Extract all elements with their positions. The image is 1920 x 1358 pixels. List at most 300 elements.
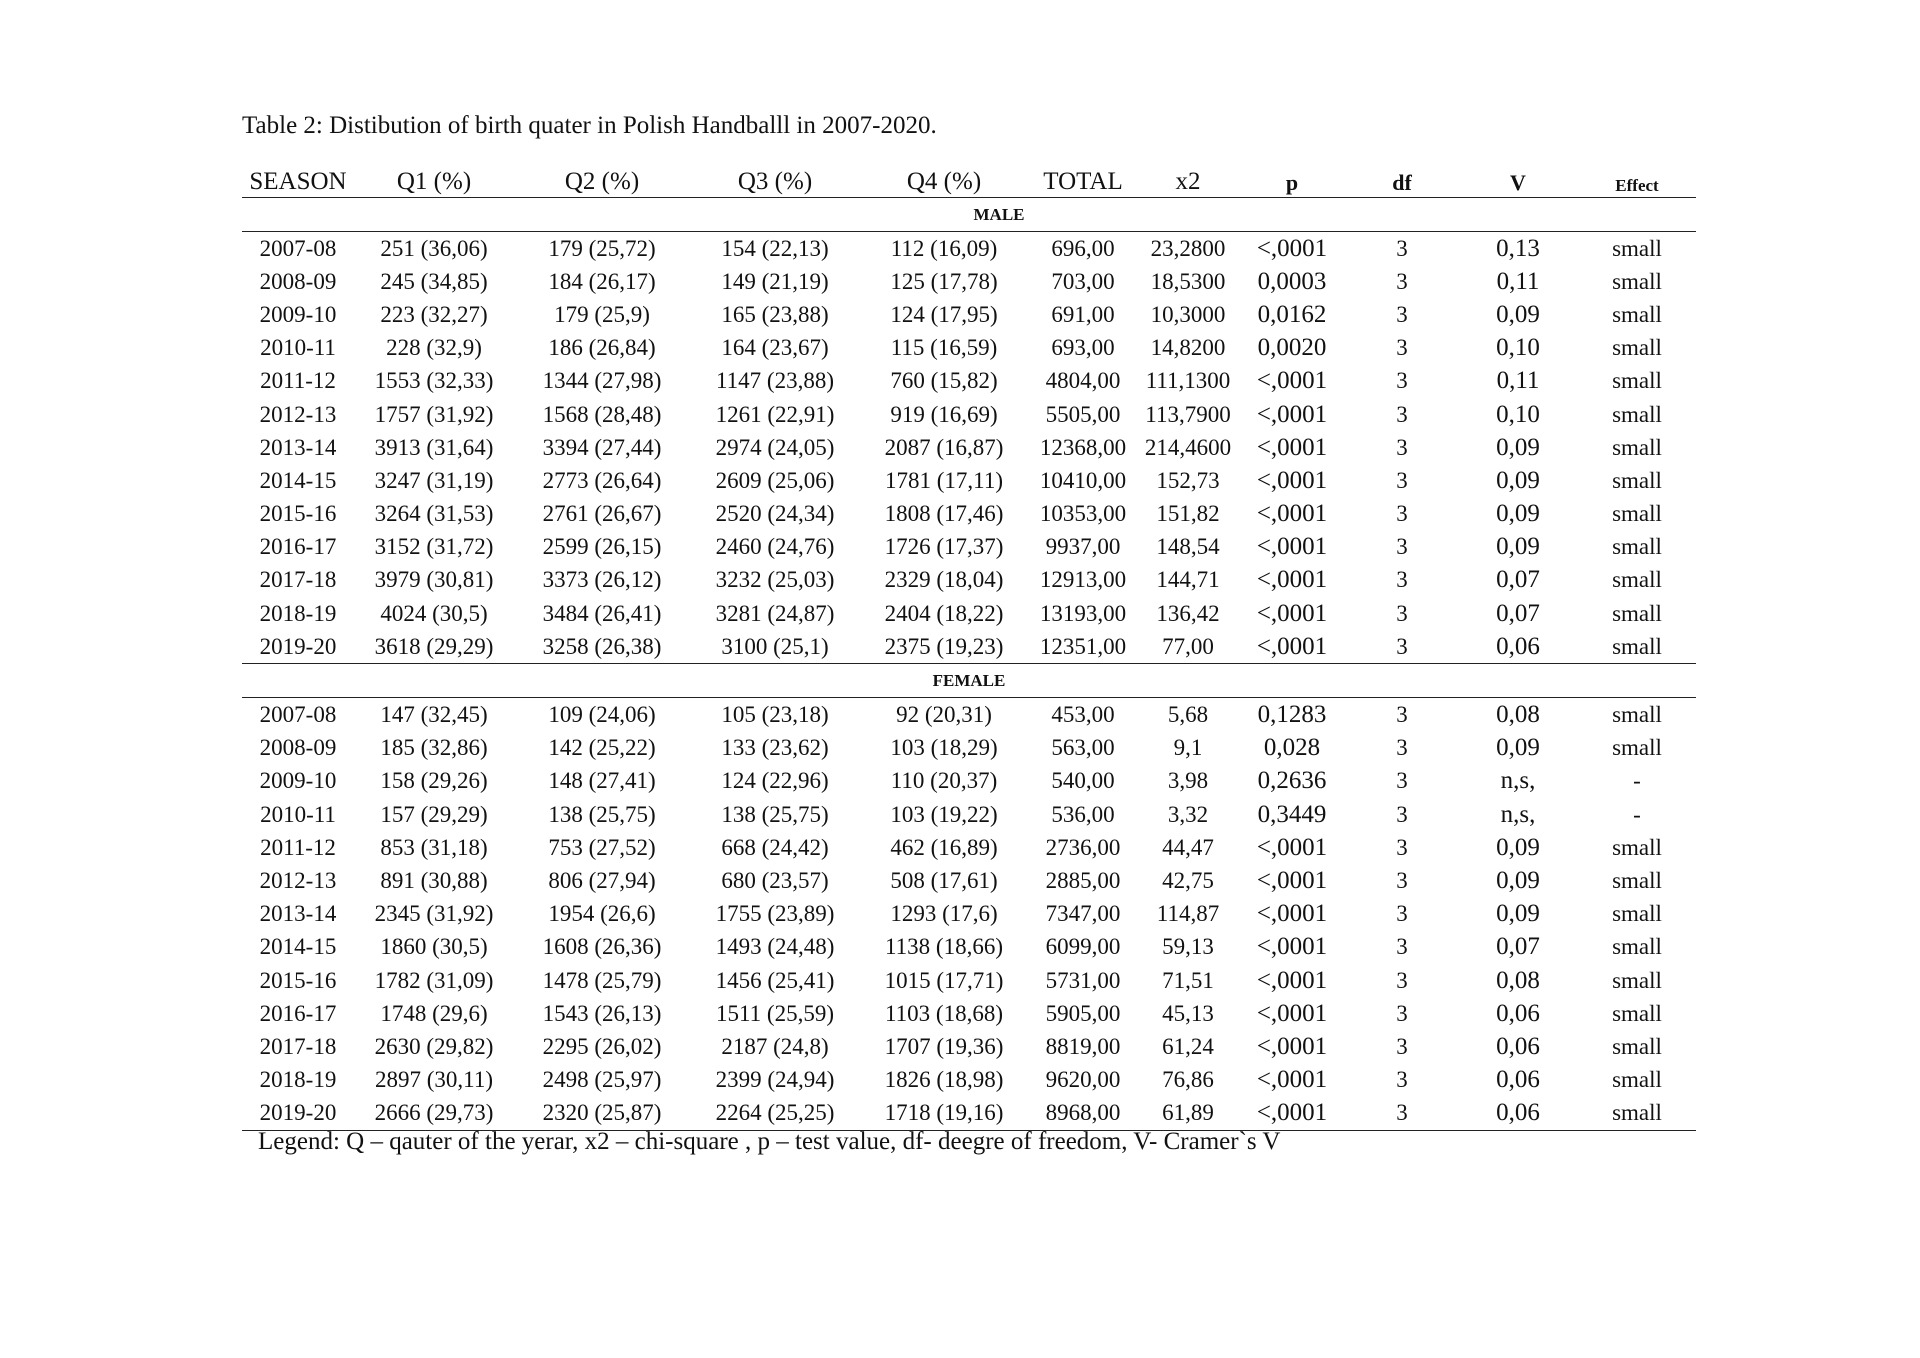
cell-season: 2010-11 <box>260 335 336 361</box>
cell-q2: 179 (25,72) <box>548 235 656 261</box>
cell-q1: 3618 (29,29) <box>354 630 514 664</box>
cell-q2: 3394 (27,44) <box>542 434 662 460</box>
cell-effect: small <box>1612 934 1662 960</box>
cell-q2: 1344 (27,98) <box>542 368 662 394</box>
table-row <box>242 1097 1696 1131</box>
table-row <box>242 898 1696 931</box>
cell-q3: 2460 (24,76) <box>715 534 835 560</box>
cell-v: 0,09 <box>1496 734 1540 762</box>
cell-season: 2012-13 <box>259 401 337 427</box>
cell-season: 2011-12 <box>260 368 336 394</box>
cell-p: <,0001 <box>1256 566 1328 594</box>
cell-df: 3 <box>1396 867 1408 893</box>
cell-q2: 142 (25,22) <box>548 735 656 761</box>
cell-df: 3 <box>1396 1033 1408 1059</box>
cell-p: <,0001 <box>1256 466 1328 494</box>
cell-season: 2013-14 <box>259 901 337 927</box>
cell-x2: 111,1300 <box>1145 368 1231 394</box>
cell-total: 4804,00 <box>1045 368 1121 394</box>
cell-q1: 157 (29,29) <box>380 801 488 827</box>
cell-q4: 1726 (17,37) <box>884 534 1004 560</box>
cell-q4: 112 (16,09) <box>890 235 998 261</box>
cell-q3: 1456 (25,41) <box>715 967 835 993</box>
cell-x2: 45,13 <box>1162 1000 1214 1026</box>
cell-effect: small <box>1612 567 1662 593</box>
cell-q2: 2498 (25,97) <box>542 1067 662 1093</box>
cell-q2: 138 (25,75) <box>548 801 656 827</box>
cell-p: <,0001 <box>1238 1097 1346 1131</box>
cell-q4: 1103 (18,68) <box>885 1000 1003 1026</box>
cell-effect: small <box>1612 368 1662 394</box>
cell-q2: 2295 (26,02) <box>542 1033 662 1059</box>
cell-p: <,0001 <box>1256 833 1328 861</box>
cell-df: 3 <box>1396 335 1408 361</box>
cell-total: 12351,00 <box>1028 630 1138 664</box>
cell-total: 703,00 <box>1051 268 1115 294</box>
cell-effect: small <box>1612 301 1662 327</box>
cell-season: 2015-16 <box>259 501 337 527</box>
cell-p: 0,2636 <box>1257 767 1327 795</box>
cell-df: 3 <box>1396 801 1408 827</box>
cell-q1: 158 (29,26) <box>380 768 488 794</box>
cell-q1: 185 (32,86) <box>380 735 488 761</box>
cell-v: 0,07 <box>1496 599 1540 627</box>
cell-q1: 1553 (32,33) <box>374 368 494 394</box>
cell-p: <,0001 <box>1256 966 1328 994</box>
cell-effect: small <box>1612 735 1662 761</box>
cell-effect: small <box>1612 834 1662 860</box>
cell-q2: 1478 (25,79) <box>542 967 662 993</box>
cell-effect: small <box>1612 235 1662 261</box>
cell-q2: 148 (27,41) <box>548 768 656 794</box>
cell-q4: 1707 (19,36) <box>884 1033 1004 1059</box>
cell-q3: 1147 (23,88) <box>716 368 834 394</box>
cell-q2: 1543 (26,13) <box>542 1000 662 1026</box>
cell-q3: 138 (25,75) <box>721 801 829 827</box>
cell-p: 0,1283 <box>1257 701 1327 729</box>
table-row <box>242 1030 1696 1063</box>
cell-q4: 919 (16,69) <box>890 401 998 427</box>
cell-season: 2012-13 <box>259 867 337 893</box>
cell-q1: 147 (32,45) <box>380 702 488 728</box>
cell-df: 3 <box>1346 1097 1458 1131</box>
cell-total: 696,00 <box>1051 235 1115 261</box>
cell-p: 0,0162 <box>1257 300 1327 328</box>
cell-effect: small <box>1612 702 1662 728</box>
cell-season: 2007-08 <box>259 235 337 261</box>
header-q1: Q1 (%) <box>354 162 514 198</box>
section-label: MALE <box>242 198 1696 232</box>
cell-q1: 2345 (31,92) <box>374 901 494 927</box>
cell-q4: 1293 (17,6) <box>890 901 998 927</box>
cell-q3: 2399 (24,94) <box>715 1067 835 1093</box>
table-row <box>242 732 1696 765</box>
cell-q3: 680 (23,57) <box>721 867 829 893</box>
cell-season: 2011-12 <box>260 834 336 860</box>
cell-total: 540,00 <box>1051 768 1115 794</box>
cell-q2: 2599 (26,15) <box>542 534 662 560</box>
cell-total: 8819,00 <box>1045 1033 1121 1059</box>
header-v: V <box>1458 162 1578 198</box>
cell-v: 0,06 <box>1496 1066 1540 1094</box>
cell-q2: 2761 (26,67) <box>542 501 662 527</box>
cell-df: 3 <box>1396 401 1408 427</box>
cell-q3: 105 (23,18) <box>721 702 829 728</box>
cell-p: <,0001 <box>1256 1032 1328 1060</box>
header-p: p <box>1238 162 1346 198</box>
cell-season: 2014-15 <box>259 467 337 493</box>
cell-effect: small <box>1612 1067 1662 1093</box>
cell-df: 3 <box>1396 368 1408 394</box>
cell-x2: 152,73 <box>1156 467 1220 493</box>
cell-p: <,0001 <box>1256 234 1328 262</box>
cell-effect: - <box>1633 768 1641 794</box>
header-x2: x2 <box>1138 162 1238 198</box>
cell-q1: 891 (30,88) <box>380 867 488 893</box>
cell-q1: 3247 (31,19) <box>374 467 494 493</box>
cell-effect: small <box>1612 1000 1662 1026</box>
cell-season: 2007-08 <box>259 702 337 728</box>
cell-q3: 3100 (25,1) <box>690 630 860 664</box>
cell-effect: - <box>1633 801 1641 827</box>
cell-x2: 3,32 <box>1167 801 1209 827</box>
cell-v: 0,07 <box>1496 933 1540 961</box>
cell-total: 9620,00 <box>1045 1067 1121 1093</box>
cell-season: 2009-10 <box>259 768 337 794</box>
cell-df: 3 <box>1396 467 1408 493</box>
header-row <box>242 162 1696 198</box>
cell-season: 2008-09 <box>259 735 337 761</box>
cell-x2: 10,3000 <box>1150 301 1226 327</box>
table-row <box>242 531 1696 564</box>
cell-effect: small <box>1612 501 1662 527</box>
cell-df: 3 <box>1396 1067 1408 1093</box>
cell-q1: 4024 (30,5) <box>380 600 488 626</box>
cell-q1: 3264 (31,53) <box>374 501 494 527</box>
cell-df: 3 <box>1396 834 1408 860</box>
cell-q1: 223 (32,27) <box>380 301 488 327</box>
cell-season: 2019-20 <box>242 1097 354 1131</box>
table-row <box>242 964 1696 997</box>
cell-total: 5505,00 <box>1045 401 1121 427</box>
cell-v: 0,11 <box>1496 367 1540 395</box>
cell-q2: 3373 (26,12) <box>542 567 662 593</box>
cell-v: 0,13 <box>1496 234 1540 262</box>
cell-v: n,s, <box>1500 767 1536 795</box>
table-row <box>242 798 1696 831</box>
cell-v: 0,09 <box>1496 500 1540 528</box>
cell-q3: 3281 (24,87) <box>715 600 835 626</box>
cell-season: 2008-09 <box>259 268 337 294</box>
cell-q3: 1493 (24,48) <box>715 934 835 960</box>
cell-total: 2736,00 <box>1045 834 1121 860</box>
cell-season: 2009-10 <box>259 301 337 327</box>
cell-v: 0,09 <box>1496 533 1540 561</box>
header-q4: Q4 (%) <box>860 162 1028 198</box>
cell-q2: 3484 (26,41) <box>542 600 662 626</box>
cell-total: 5731,00 <box>1045 967 1121 993</box>
cell-df: 3 <box>1396 901 1408 927</box>
cell-effect: small <box>1612 434 1662 460</box>
cell-q3: 668 (24,42) <box>721 834 829 860</box>
cell-q2: 1568 (28,48) <box>542 401 662 427</box>
header-season: SEASON <box>242 162 354 198</box>
cell-total: 691,00 <box>1051 301 1115 327</box>
cell-season: 2018-19 <box>259 1067 337 1093</box>
cell-p: <,0001 <box>1256 1066 1328 1094</box>
cell-p: <,0001 <box>1256 933 1328 961</box>
cell-p: <,0001 <box>1256 533 1328 561</box>
cell-q2: 179 (25,9) <box>554 301 650 327</box>
cell-effect: small <box>1612 867 1662 893</box>
cell-q2: 1608 (26,36) <box>542 934 662 960</box>
table-row <box>242 298 1696 331</box>
cell-q3: 133 (23,62) <box>721 735 829 761</box>
cell-effect: small <box>1578 630 1696 664</box>
cell-q4: 92 (20,31) <box>896 702 992 728</box>
cell-q4: 2404 (18,22) <box>884 600 1004 626</box>
cell-q3: 1511 (25,59) <box>716 1000 834 1026</box>
cell-df: 3 <box>1396 268 1408 294</box>
cell-v: 0,09 <box>1496 300 1540 328</box>
cell-total: 536,00 <box>1051 801 1115 827</box>
cell-df: 3 <box>1396 301 1408 327</box>
cell-effect: small <box>1578 1097 1696 1131</box>
cell-q2: 753 (27,52) <box>548 834 656 860</box>
table-row <box>242 365 1696 398</box>
cell-q2: 186 (26,84) <box>548 335 656 361</box>
section-row-female <box>242 664 1696 698</box>
cell-q4: 103 (19,22) <box>890 801 998 827</box>
table-row <box>242 931 1696 964</box>
cell-v: 0,06 <box>1496 999 1540 1027</box>
cell-q2: 3258 (26,38) <box>514 630 690 664</box>
cell-df: 3 <box>1396 934 1408 960</box>
cell-v: 0,09 <box>1496 466 1540 494</box>
table-caption: Table 2: Distibution of birth quater in Polish Handballl in 2007-2020. <box>242 112 937 139</box>
cell-q4: 1826 (18,98) <box>884 1067 1004 1093</box>
cell-x2: 136,42 <box>1156 600 1220 626</box>
cell-x2: 23,2800 <box>1150 235 1226 261</box>
cell-season: 2019-20 <box>242 630 354 664</box>
table-row <box>242 698 1696 732</box>
cell-q4: 1808 (17,46) <box>884 501 1004 527</box>
cell-x2: 14,8200 <box>1150 335 1226 361</box>
cell-q1: 3152 (31,72) <box>374 534 494 560</box>
cell-season: 2017-18 <box>259 1033 337 1059</box>
table-row <box>242 1064 1696 1097</box>
cell-x2: 71,51 <box>1162 967 1214 993</box>
cell-total: 2885,00 <box>1045 867 1121 893</box>
cell-q4: 125 (17,78) <box>890 268 998 294</box>
cell-q1: 2666 (29,73) <box>354 1097 514 1131</box>
cell-q1: 1757 (31,92) <box>374 401 494 427</box>
cell-x2: 42,75 <box>1162 867 1214 893</box>
cell-q1: 3979 (30,81) <box>374 567 494 593</box>
cell-effect: small <box>1612 401 1662 427</box>
cell-p: 0,0020 <box>1257 334 1327 362</box>
cell-season: 2016-17 <box>259 534 337 560</box>
cell-q4: 124 (17,95) <box>890 301 998 327</box>
table-row <box>242 498 1696 531</box>
cell-df: 3 <box>1396 1000 1408 1026</box>
cell-total: 12913,00 <box>1039 567 1127 593</box>
cell-effect: small <box>1612 600 1662 626</box>
cell-q3: 1755 (23,89) <box>715 901 835 927</box>
cell-q1: 1782 (31,09) <box>374 967 494 993</box>
cell-q4: 1015 (17,71) <box>884 967 1004 993</box>
cell-total: 5905,00 <box>1045 1000 1121 1026</box>
cell-df: 3 <box>1396 600 1408 626</box>
cell-q4: 462 (16,89) <box>890 834 998 860</box>
section-row-male <box>242 198 1696 232</box>
cell-x2: 76,86 <box>1162 1067 1214 1093</box>
cell-total: 563,00 <box>1051 735 1115 761</box>
cell-p: 0,028 <box>1263 734 1321 762</box>
table-row <box>242 431 1696 464</box>
cell-v: 0,09 <box>1496 433 1540 461</box>
cell-v: 0,10 <box>1496 334 1540 362</box>
table-row <box>242 831 1696 864</box>
cell-df: 3 <box>1396 434 1408 460</box>
cell-q4: 2375 (19,23) <box>860 630 1028 664</box>
cell-q3: 2520 (24,34) <box>715 501 835 527</box>
cell-x2: 18,5300 <box>1150 268 1226 294</box>
cell-q3: 1261 (22,91) <box>715 401 835 427</box>
cell-df: 3 <box>1396 534 1408 560</box>
cell-v: 0,09 <box>1496 900 1540 928</box>
cell-p: 0,3449 <box>1257 800 1327 828</box>
cell-q4: 760 (15,82) <box>890 368 998 394</box>
cell-x2: 5,68 <box>1167 702 1209 728</box>
cell-df: 3 <box>1346 630 1458 664</box>
cell-v: 0,09 <box>1496 866 1540 894</box>
table-row <box>242 265 1696 298</box>
cell-total: 13193,00 <box>1039 600 1127 626</box>
cell-total: 9937,00 <box>1045 534 1121 560</box>
cell-q1: 3913 (31,64) <box>374 434 494 460</box>
cell-total: 10410,00 <box>1039 467 1127 493</box>
cell-q3: 2974 (24,05) <box>715 434 835 460</box>
cell-x2: 214,4600 <box>1144 434 1232 460</box>
cell-q4: 508 (17,61) <box>890 867 998 893</box>
header-q3: Q3 (%) <box>690 162 860 198</box>
cell-q3: 165 (23,88) <box>721 301 829 327</box>
table-row <box>242 232 1696 266</box>
cell-q1: 245 (34,85) <box>380 268 488 294</box>
cell-q3: 2609 (25,06) <box>715 467 835 493</box>
header-df: df <box>1346 162 1458 198</box>
cell-df: 3 <box>1396 567 1408 593</box>
cell-total: 7347,00 <box>1045 901 1121 927</box>
cell-total: 8968,00 <box>1028 1097 1138 1131</box>
cell-p: <,0001 <box>1256 900 1328 928</box>
cell-season: 2013-14 <box>259 434 337 460</box>
cell-q4: 1138 (18,66) <box>885 934 1003 960</box>
cell-p: <,0001 <box>1256 500 1328 528</box>
table-legend: Legend: Q – qauter of the yerar, x2 – chi-square , p – test value, df- deegre of freedom, V- Cramer`s V <box>258 1128 1281 1155</box>
cell-df: 3 <box>1396 235 1408 261</box>
cell-p: <,0001 <box>1256 599 1328 627</box>
cell-x2: 9,1 <box>1173 735 1203 761</box>
cell-q4: 2087 (16,87) <box>884 434 1004 460</box>
cell-q4: 2329 (18,04) <box>884 567 1004 593</box>
cell-q2: 2320 (25,87) <box>514 1097 690 1131</box>
cell-p: 0,0003 <box>1257 267 1327 295</box>
cell-effect: small <box>1612 467 1662 493</box>
cell-season: 2017-18 <box>259 567 337 593</box>
cell-p: <,0001 <box>1256 367 1328 395</box>
cell-q4: 110 (20,37) <box>890 768 998 794</box>
cell-x2: 114,87 <box>1156 901 1220 927</box>
cell-q2: 184 (26,17) <box>548 268 656 294</box>
cell-v: n,s, <box>1500 800 1536 828</box>
cell-effect: small <box>1612 967 1662 993</box>
cell-q3: 164 (23,67) <box>721 335 829 361</box>
cell-q1: 2897 (30,11) <box>375 1067 493 1093</box>
cell-df: 3 <box>1396 768 1408 794</box>
cell-q3: 2264 (25,25) <box>690 1097 860 1131</box>
cell-v: 0,10 <box>1496 400 1540 428</box>
cell-q4: 1781 (17,11) <box>885 467 1003 493</box>
table-row <box>242 398 1696 431</box>
table-row <box>242 997 1696 1030</box>
cell-q2: 806 (27,94) <box>548 867 656 893</box>
table-row <box>242 564 1696 597</box>
header-total: TOTAL <box>1028 162 1138 198</box>
cell-df: 3 <box>1396 702 1408 728</box>
cell-q4: 103 (18,29) <box>890 735 998 761</box>
cell-q1: 1748 (29,6) <box>380 1000 488 1026</box>
cell-effect: small <box>1612 534 1662 560</box>
table-body <box>242 198 1696 1131</box>
table-row <box>242 630 1696 664</box>
cell-q4: 1718 (19,16) <box>860 1097 1028 1131</box>
cell-effect: small <box>1612 268 1662 294</box>
cell-v: 0,08 <box>1496 966 1540 994</box>
cell-total: 693,00 <box>1051 335 1115 361</box>
cell-season: 2018-19 <box>259 600 337 626</box>
cell-total: 12368,00 <box>1039 434 1127 460</box>
cell-q2: 1954 (26,6) <box>548 901 656 927</box>
cell-v: 0,06 <box>1458 1097 1578 1131</box>
table-row <box>242 332 1696 365</box>
cell-x2: 61,89 <box>1138 1097 1238 1131</box>
cell-q1: 228 (32,9) <box>386 335 482 361</box>
cell-q3: 2187 (24,8) <box>721 1033 829 1059</box>
table-row <box>242 597 1696 630</box>
cell-v: 0,06 <box>1496 1032 1540 1060</box>
cell-q2: 2773 (26,64) <box>542 467 662 493</box>
cell-q1: 1860 (30,5) <box>380 934 488 960</box>
table-row <box>242 864 1696 897</box>
header-q2: Q2 (%) <box>514 162 690 198</box>
cell-df: 3 <box>1396 967 1408 993</box>
cell-effect: small <box>1612 335 1662 361</box>
section-label: FEMALE <box>242 664 1696 698</box>
cell-x2: 151,82 <box>1156 501 1220 527</box>
cell-effect: small <box>1612 1033 1662 1059</box>
cell-v: 0,09 <box>1496 833 1540 861</box>
cell-total: 6099,00 <box>1045 934 1121 960</box>
cell-x2: 144,71 <box>1156 567 1220 593</box>
cell-q3: 149 (21,19) <box>721 268 829 294</box>
cell-x2: 61,24 <box>1162 1033 1214 1059</box>
cell-p: <,0001 <box>1256 400 1328 428</box>
cell-p: <,0001 <box>1238 630 1346 664</box>
cell-q4: 115 (16,59) <box>890 335 998 361</box>
cell-q2: 109 (24,06) <box>548 702 656 728</box>
